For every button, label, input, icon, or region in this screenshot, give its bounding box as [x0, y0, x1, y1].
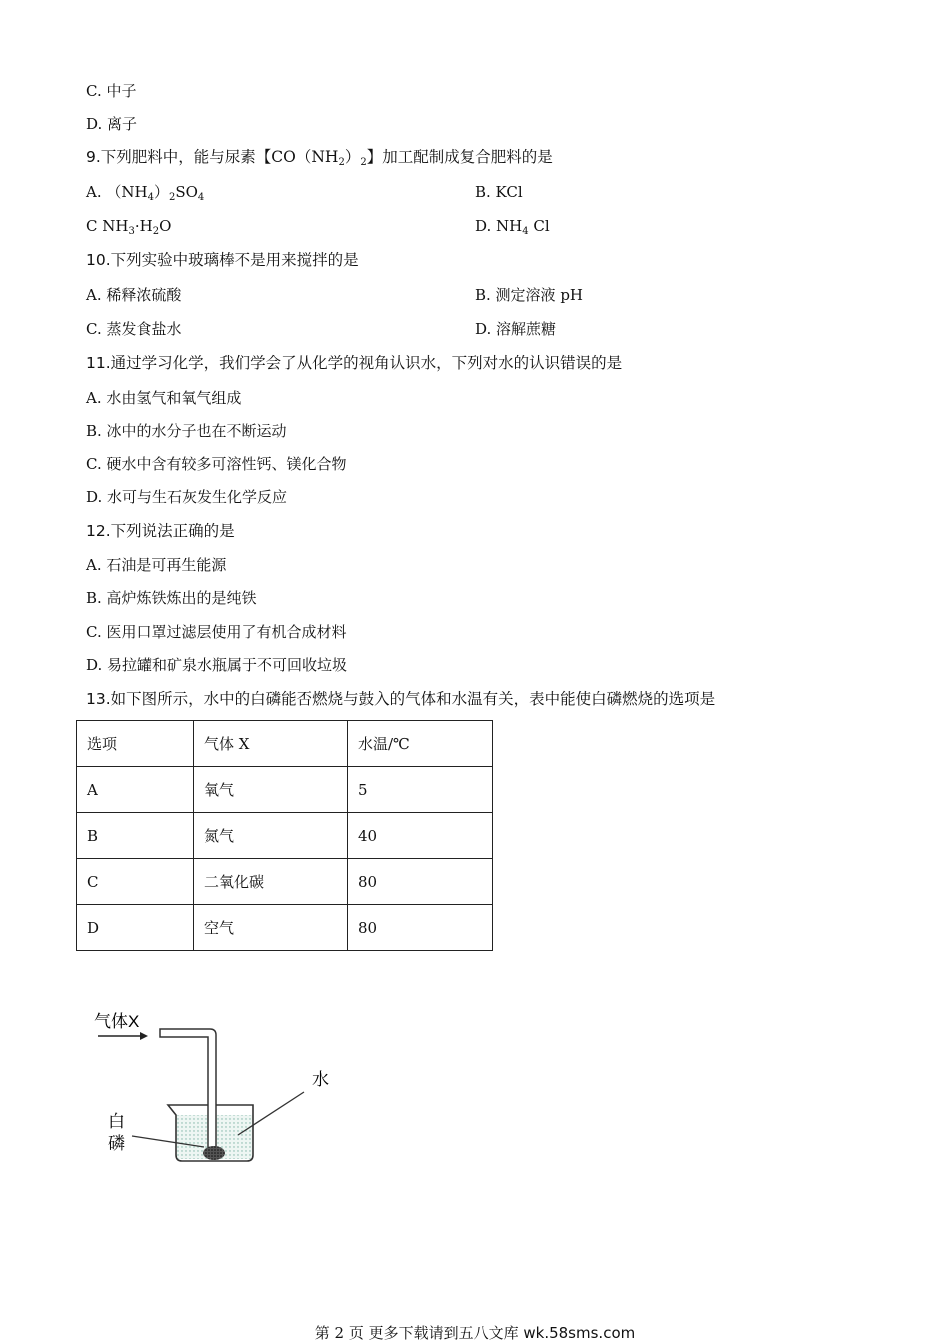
q11-option-b: B. 冰中的水分子也在不断运动 [86, 422, 287, 440]
gas-x-label: 气体X [94, 1012, 140, 1031]
table-cell: 空气 [194, 905, 348, 951]
q9-optc-sub1: 3 [128, 226, 135, 237]
q9-optd-sub1: 4 [522, 226, 529, 237]
q9-optc-text-a: C NH [86, 217, 129, 235]
table-cell: 40 [348, 813, 493, 859]
q10-number: 10. [86, 251, 111, 269]
q9-stem-text-c: 】加工配制成复合肥料的是 [366, 148, 553, 166]
footer-url[interactable]: wk.58sms.com [523, 1324, 636, 1342]
q12-option-b: B. 高炉炼铁炼出的是纯铁 [86, 589, 257, 607]
phosphorus-label-1: 白 [108, 1112, 125, 1131]
table-cell: C [77, 859, 194, 905]
q9-stem-text-a: 下列肥料中，能与尿素【CO（NH [100, 148, 339, 166]
q12-number: 12. [86, 522, 111, 540]
q9-optc-text-c: O [159, 217, 172, 235]
q9-stem [86, 147, 553, 167]
table-cell: 二氧化碳 [194, 859, 348, 905]
q10-option-d: D. 溶解蔗糖 [475, 320, 557, 338]
table-header-cell: 水温/℃ [348, 721, 493, 767]
q9-opta-sub3: 4 [197, 192, 205, 203]
q9-stem-sub2: 2 [360, 157, 367, 168]
q9-opta-text-a: A. （NH [86, 183, 148, 201]
table-cell: D [77, 905, 194, 951]
table-header-cell: 气体 X [194, 721, 348, 767]
table-cell: B [77, 813, 194, 859]
q11-option-c: C. 硬水中含有较多可溶性钙、镁化合物 [86, 455, 347, 473]
table-row [77, 813, 493, 859]
q10-option-b: B. 测定溶液 pH [475, 286, 584, 304]
q9-optc-text-b: ·H [134, 217, 153, 235]
q10-stem [86, 250, 359, 270]
table-cell: 80 [348, 859, 493, 905]
table-header-row [77, 721, 493, 767]
footer-text: 第 2 页 更多下载请到五八文库 [314, 1324, 524, 1342]
q11-option-d: D. 水可与生石灰发生化学反应 [86, 488, 288, 506]
table-cell: 氧气 [194, 767, 348, 813]
q9-stem-sub1: 2 [338, 157, 345, 168]
q10-stem-text: 下列实验中玻璃棒不是用来搅拌的是 [110, 251, 359, 269]
q8-option-c: C. 中子 [86, 82, 137, 100]
q10-option-a: A. 稀释浓硫酸 [86, 286, 182, 304]
table-cell: 80 [348, 905, 493, 951]
q9-optd-text-a: D. NH [475, 217, 523, 235]
q12-option-c: C. 医用口罩过滤层使用了有机合成材料 [86, 623, 347, 641]
q9-opta-text-c: SO [175, 183, 198, 201]
phosphorus-label-2: 磷 [108, 1134, 125, 1153]
q9-opta-sub1: 4 [147, 192, 154, 203]
q10-option-c: C. 蒸发食盐水 [86, 320, 182, 338]
table-row [77, 767, 493, 813]
q12-option-d: D. 易拉罐和矿泉水瓶属于不可回收垃圾 [86, 656, 348, 674]
water-pointer [238, 1092, 304, 1135]
q8-option-d: D. 离子 [86, 115, 138, 133]
q9-optd-text-b: Cl [528, 217, 550, 235]
q9-opta-text-b: ） [153, 183, 169, 201]
water-label: 水 [312, 1070, 329, 1089]
table-row [77, 859, 493, 905]
table-header-cell: 选项 [77, 721, 194, 767]
q11-option-a: A. 水由氢气和氧气组成 [86, 389, 242, 407]
q13-stem-text: 如下图所示，水中的白磷能否燃烧与鼓入的气体和水温有关，表中能使白磷燃烧的选项是 [110, 690, 716, 708]
q12-stem [86, 521, 235, 541]
q9-optc-sub2: 2 [152, 226, 160, 237]
q9-option-c [86, 216, 171, 236]
table-cell: 5 [348, 767, 493, 813]
q13-stem [86, 689, 715, 709]
table-row [77, 905, 493, 951]
q12-stem-text: 下列说法正确的是 [110, 522, 235, 540]
q13-options-table [76, 720, 493, 951]
q13-number: 13. [86, 690, 111, 708]
q9-option-b: B. KCl [475, 183, 523, 201]
q12-option-a: A. 石油是可再生能源 [86, 556, 227, 574]
q9-number: 9. [86, 148, 101, 166]
q11-stem-text: 通过学习化学，我们学会了从化学的视角认识水，下列对水的认识错误的是 [110, 354, 623, 372]
page-footer [0, 1323, 950, 1343]
q9-option-d [475, 216, 550, 236]
q11-number: 11. [86, 354, 111, 372]
white-phosphorus [203, 1146, 225, 1160]
table-cell: 氮气 [194, 813, 348, 859]
q9-option-a [86, 182, 204, 202]
experiment-figure [88, 1005, 348, 1175]
gas-arrow-icon [98, 1032, 148, 1040]
q11-stem [86, 353, 622, 373]
q9-stem-text-b: ） [344, 148, 361, 166]
q9-opta-sub2: 2 [168, 192, 176, 203]
table-cell: A [77, 767, 194, 813]
